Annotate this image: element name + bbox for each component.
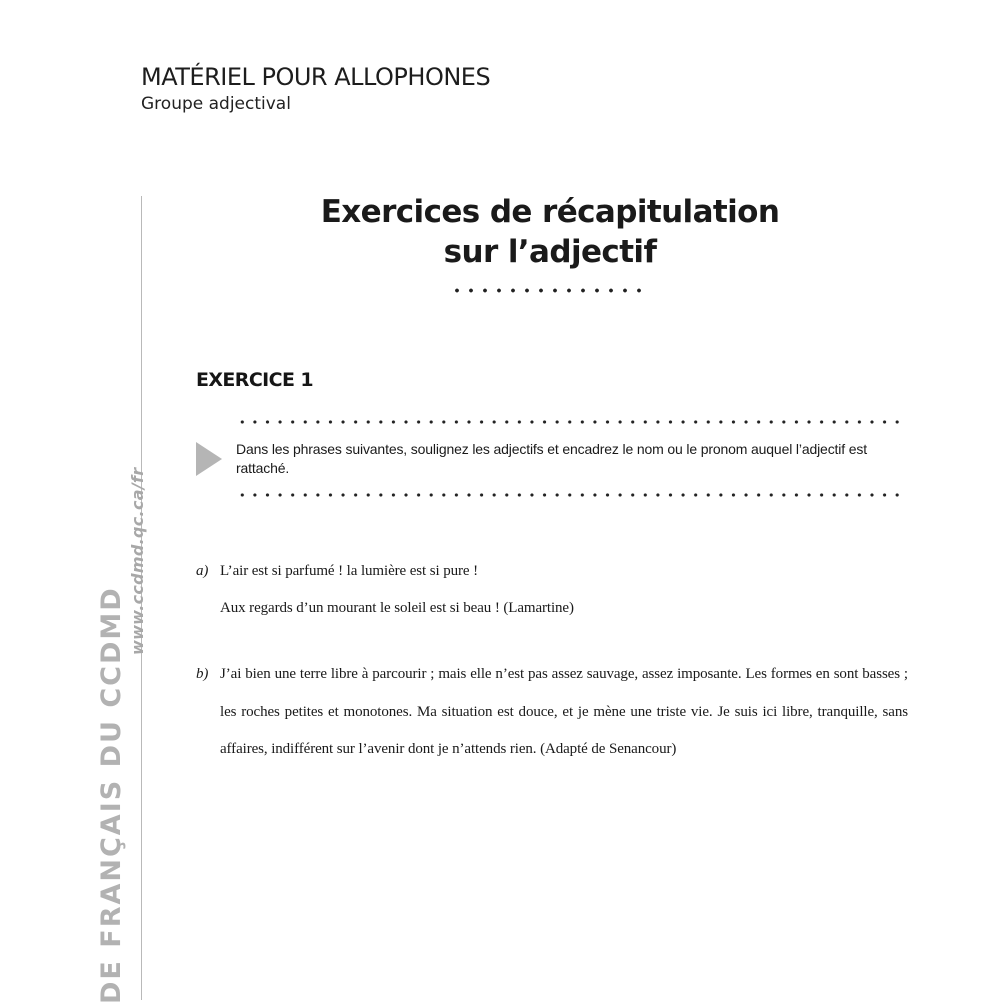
exercise-instruction: Dans les phrases suivantes, soulignez les adjectifs et encadrez le nom ou le pronom auquel l’adjectif est rattaché. xyxy=(236,441,867,476)
item-marker-b: b) xyxy=(196,666,209,682)
header-subtitle: Groupe adjectival xyxy=(141,94,291,114)
play-triangle-icon xyxy=(196,442,222,476)
instruction-dotted-rule-bottom xyxy=(236,493,902,497)
item-marker-a: a) xyxy=(196,563,209,579)
page-title-line-2: sur l’adjectif xyxy=(443,234,657,270)
header-title: MATÉRIEL POUR ALLOPHONES xyxy=(141,63,491,91)
item-a-line-1: L’air est si parfumé ! la lumière est si pure ! xyxy=(220,563,478,579)
exercise-heading: EXERCICE 1 xyxy=(196,369,314,391)
title-dotted-underline xyxy=(450,288,644,293)
instruction-dotted-rule-top xyxy=(236,420,902,424)
page-header xyxy=(141,62,490,115)
page-title-line-1: Exercices de récapitulation xyxy=(320,194,780,230)
sidebar-brand: DE FRANÇAIS DU CCDMD xyxy=(96,586,127,1004)
page-title xyxy=(300,192,800,272)
item-a-line-2: Aux regards d’un mourant le soleil est si beau ! (Lamartine) xyxy=(220,600,574,616)
exercise-item-a xyxy=(196,553,908,627)
exercise-item-b xyxy=(196,656,908,769)
sidebar-url: www.ccdmd.qc.ca/fr xyxy=(128,467,147,655)
item-b-text: J’ai bien une terre libre à parcourir ; mais elle n’est pas assez sauvage, assez imposante. Les formes en sont basses ; les roches petites et monotones. Ma situation est douce, et je mène une triste vie. Je suis ici libre, tranquille, sans affaires, indifférent sur l’avenir dont je n’attends rien. (Adapté de Senancour) xyxy=(220,666,908,757)
